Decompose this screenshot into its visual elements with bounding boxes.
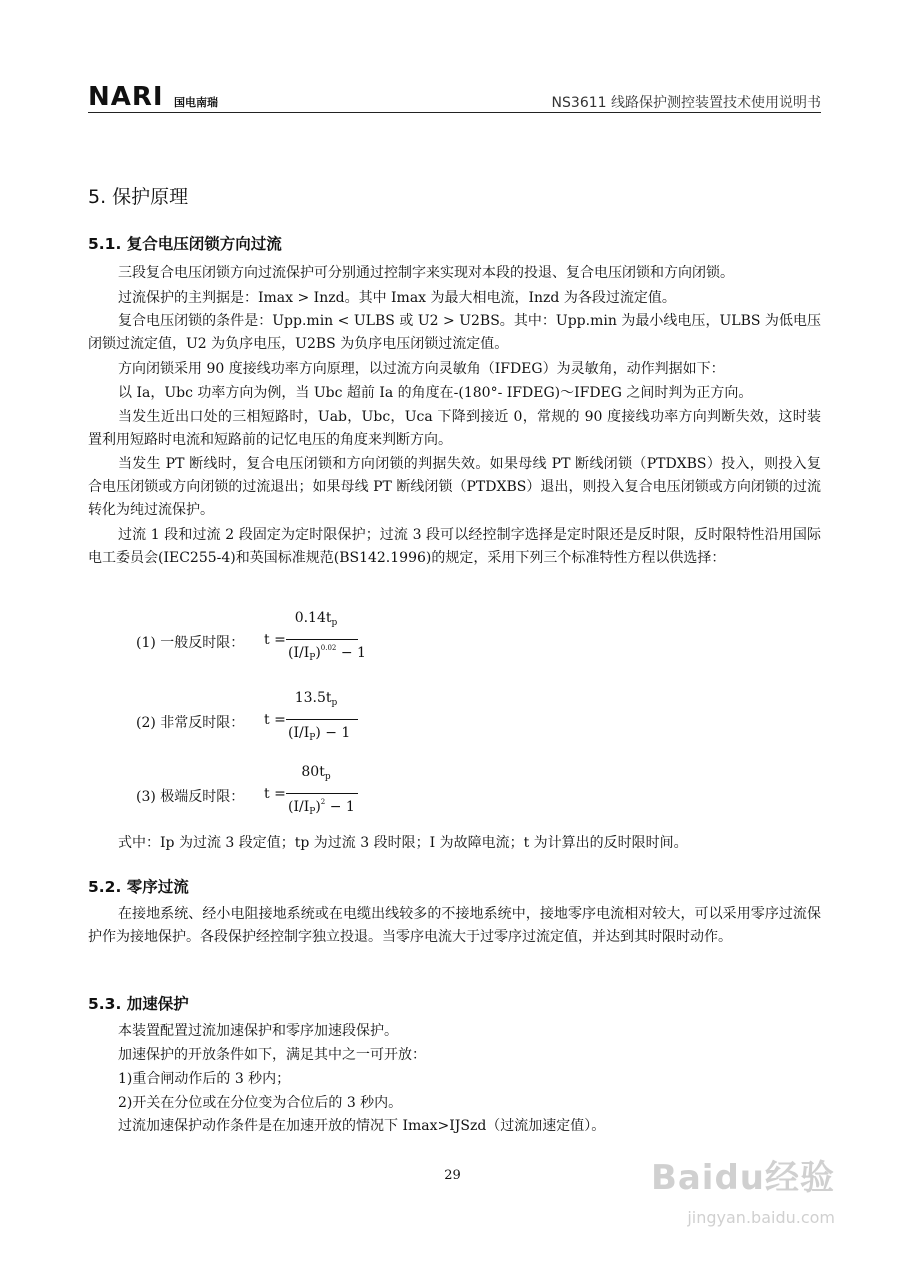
watermark-url: jingyan.baidu.com — [687, 1208, 835, 1227]
page-number: 29 — [444, 1168, 461, 1183]
watermark-brand: Baidu经验 — [650, 1158, 835, 1198]
baidu-watermark — [650, 1150, 835, 1227]
nari-logo: NARI — [88, 82, 164, 112]
paragraph: 当发生近出口处的三相短路时，Uab，Ubc，Uca 下降到接近 0，常规的 90 度接线功率方向判断失效，这时装置利用短路时电流和短路前的记忆电压的角度来判断方向。 — [88, 409, 821, 448]
paragraph: 复合电压闭锁的条件是：Upp.min < ULBS 或 U2 > U2BS。其中：Upp.min 为最小线电压，ULBS 为低电压闭锁过流定值，U2 为负序电压，U2BS 为负序电压闭锁过流定值。 — [88, 313, 821, 352]
header-rule — [88, 112, 821, 113]
formula-denominator: $(I/I_P)^{0.02} - 1$ — [288, 644, 366, 663]
fraction-bar — [286, 793, 358, 794]
paragraph: 方向闭锁采用 90 度接线功率方向原理，以过流方向灵敏角（IFDEG）为灵敏角，动作判据如下： — [118, 361, 725, 377]
paragraph: 过流加速保护动作条件是在加速开放的情况下 Imax>IJSzd（过流加速定值）。 — [118, 1118, 606, 1134]
formula-label: (1) 一般反时限： — [136, 635, 245, 651]
document-title: NS3611 线路保护测控装置技术使用说明书 — [551, 95, 821, 111]
formula-label: (2) 非常反时限： — [136, 715, 245, 731]
formula-t: t = — [264, 632, 286, 648]
formula-denominator: $(I/I_P)^2 - 1$ — [288, 798, 355, 817]
paragraph: 本装置配置过流加速保护和零序加速段保护。 — [118, 1023, 398, 1039]
formula-numerator: $0.14t_p$ — [294, 610, 338, 628]
page-header — [88, 78, 821, 114]
section-5-1-heading: 5.1. 复合电压闭锁方向过流 — [88, 235, 282, 253]
list-item: 1)重合闸动作后的 3 秒内； — [118, 1071, 291, 1087]
formula-denominator: $(I/I_P) - 1$ — [288, 725, 351, 743]
paragraph: 在接地系统、经小电阻接地系统或在电缆出线较多的不接地系统中，接地零序电流相对较大，可以采用零序过流保护作为接地保护。各段保护经控制字独立投退。当零序电流大于过零序过流定值，并达到其时限时动作。 — [88, 906, 821, 945]
section-5-3-heading: 5.3. 加速保护 — [88, 995, 189, 1013]
formula-numerator: $13.5t_p$ — [294, 690, 338, 708]
formula-label: (3) 极端反时限： — [136, 789, 245, 805]
paragraph: 过流保护的主判据是：Imax > Inzd。其中 Imax 为最大相电流，Inzd 为各段过流定值。 — [118, 290, 676, 306]
section-5-heading: 5. 保护原理 — [88, 186, 189, 208]
paragraph: 以 Ia，Ubc 功率方向为例，当 Ubc 超前 Ia 的角度在-(180°- IFDEG)～IFDEG 之间时判为正方向。 — [118, 385, 753, 401]
formula-t: t = — [264, 712, 286, 728]
formula-normal-inverse — [136, 610, 436, 663]
fraction-bar — [286, 639, 358, 640]
section-5-2-heading: 5.2. 零序过流 — [88, 878, 189, 896]
formula-numerator: $80t_p$ — [301, 764, 331, 782]
formula-very-inverse — [136, 690, 436, 743]
fraction-bar — [286, 719, 358, 720]
list-item: 2)开关在分位或在分位变为合位后的 3 秒内。 — [118, 1095, 403, 1111]
paragraph: 式中：Ip 为过流 3 段定值；tp 为过流 3 段时限；I 为故障电流；t 为计算出的反时限时间。 — [118, 835, 688, 851]
paragraph: 三段复合电压闭锁方向过流保护可分别通过控制字来实现对本段的投退、复合电压闭锁和方向闭锁。 — [118, 265, 734, 281]
formula-extremely-inverse — [136, 764, 436, 817]
paragraph: 过流 1 段和过流 2 段固定为定时限保护；过流 3 段可以经控制字选择是定时限还是反时限，反时限特性沿用国际电工委员会(IEC255-4)和英国标准规范(BS142.1996)的规定，采用下列三个标准特性方程以供选择： — [88, 527, 821, 566]
paragraph: 当发生 PT 断线时，复合电压闭锁和方向闭锁的判据失效。如果母线 PT 断线闭锁（PTDXBS）投入，则投入复合电压闭锁或方向闭锁的过流退出；如果母线 PT 断线闭锁（PTDXBS）退出，则投入复合电压闭锁或方向闭锁的过流转化为纯过流保护。 — [88, 456, 821, 518]
formula-t: t = — [264, 786, 286, 802]
logo-chinese: 国电南瑞 — [174, 96, 218, 109]
paragraph: 加速保护的开放条件如下，满足其中之一可开放： — [118, 1047, 426, 1063]
